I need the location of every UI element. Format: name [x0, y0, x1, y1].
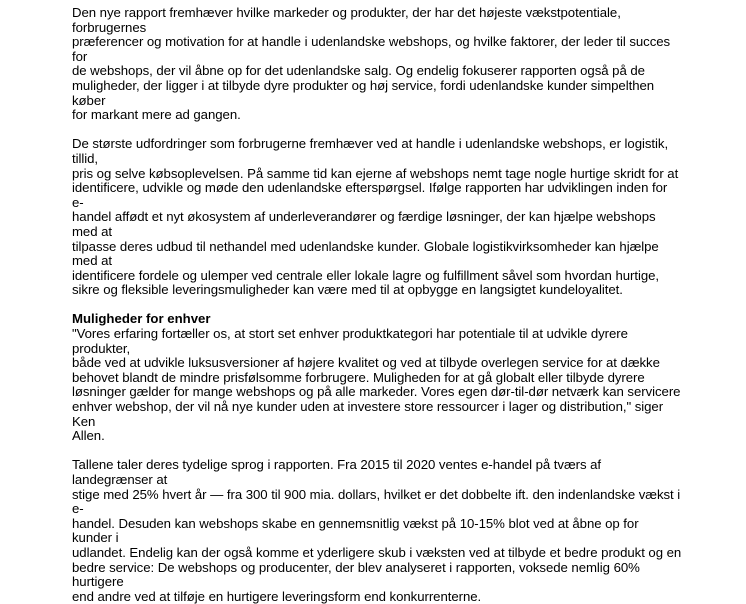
paragraph-spacer: [72, 123, 682, 138]
paragraph-figures: Tallene taler deres tydelige sprog i rapporten. Fra 2015 til 2020 ventes e-handel på tværs af landegrænser at stige med 25% hvert år — fra 300 til 900 mia. dollars, hvilket er det dobbelte ift. den indenlandske vækst i e- handel. Desuden kan webshops skabe en gennemsnitlig vækst på 10-15% blot ved at åbne op for kunder i udlandet. Endelig kan der også komme et yderligere skub i væksten ved at tilbyde et bedre produkt og en bedre service: De webshops og producenter, der blev analyseret i rapporten, voksede nemlig 60% hurtigere end andre ved at tilføje en hurtigere leveringsform end konkurrenterne.: [72, 457, 682, 604]
section-heading: Muligheder for enhver: [72, 311, 211, 327]
paragraph-spacer: [72, 444, 682, 459]
paragraph-spacer: [72, 298, 682, 313]
document-body: [72, 6, 682, 604]
paragraph-report-overview: Den nye rapport fremhæver hvilke markeder og produkter, der har det højeste vækstpotentiale, forbrugernes præferencer og motivation for at handle i udenlandske webshops, og hvilke faktorer, der leder til succes for de webshops, der vil åbne op for det udenlandske salg. Og endelig fokuserer rapporten også på de muligheder, der ligger i at tilbyde dyre produkter og høj service, fordi udenlandske kunder simpelthen køber for markant mere ad gangen.: [72, 5, 671, 123]
paragraph-quote: "Vores erfaring fortæller os, at stort set enhver produktkategori har potentiale til at udvikle dyrere produkter, både ved at udvikle luksusversioner af højere kvalitet og ved at tilbyde overlegen service for at dække behovet blandt de mindre prisfølsomme forbrugere. Muligheden for at gå globalt eller tilbyde dyrere løsninger gælder for mange webshops og på alle markeder. Vores egen dør-til-dør netværk kan servicere enhver webshop, der vil nå nye kunder uden at investere store ressourcer i lager og distribution," siger Ken Allen.: [72, 326, 681, 444]
paragraph-challenges: De største udfordringer som forbrugerne fremhæver ved at handle i udenlandske webshops, er logistik, tillid, pris og selve købsoplevelsen. På samme tid kan ejerne af webshops nemt tage nogle hurtige skridt for at identificere, udvikle og møde den udenlandske efterspørgsel. Ifølge rapporten har udviklingen inden for e- handel affødt et nyt økosystem af underleverandører og færdige løsninger, der kan hjælpe webshops med at tilpasse deres udbud til nethandel med udenlandske kunder. Globale logistikvirksomheder kan hjælpe med at identificere fordele og ulemper ved centrale eller lokale lagre og fulfillment såvel som hvordan hurtige, sikre og fleksible leveringsmuligheder kan være med til at opbygge en langsigtet kundeloyalitet.: [72, 136, 679, 298]
